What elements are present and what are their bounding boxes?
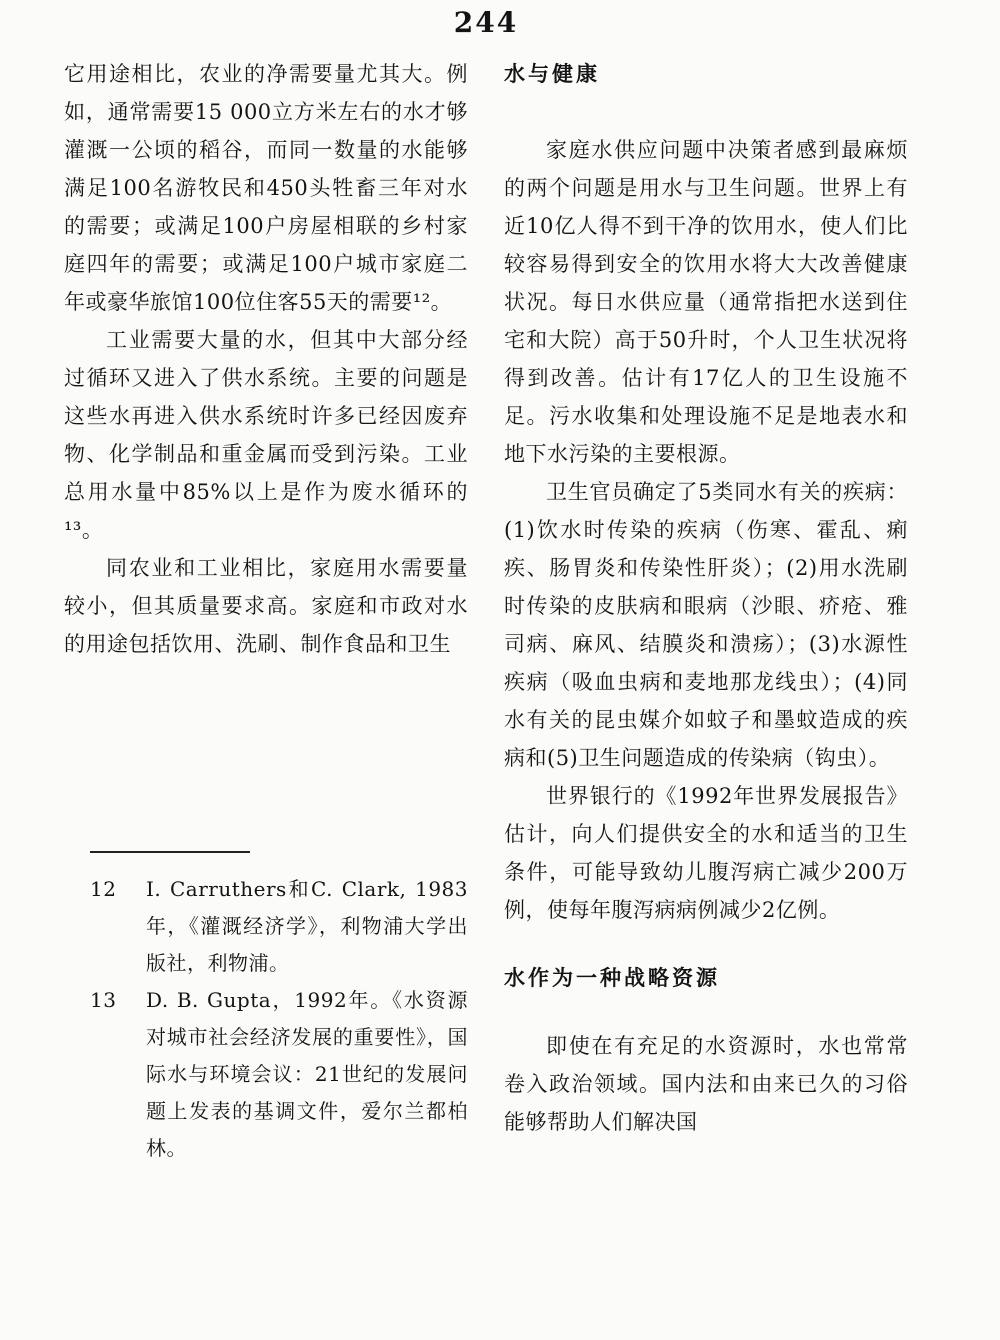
footnote-text: D. B. Gupta，1992年。《水资源对城市社会经济发展的重要性》，国际水与环境会议：21世纪的发展问题上发表的基调文件，爱尔兰都柏林。 [146, 988, 468, 1160]
left-column [64, 55, 468, 1167]
section-heading: 水作为一种战略资源 [504, 965, 720, 990]
paragraph: 卫生官员确定了5类同水有关的疾病：(1)饮水时传染的疾病（伤寒、霍乱、痢疾、肠胃炎和传染性肝炎）；(2)用水洗刷时传染的皮肤病和眼病（沙眼、疥疮、雅司病、麻风、结膜炎和溃疡）；(3)水源性疾病（吸血虫病和麦地那龙线虫）；(4)同水有关的昆虫媒介如蚊子和墨蚊造成的疾病和(5)卫生问题造成的传染病（钩虫）。 [504, 480, 908, 770]
paragraph: 世界银行的《1992年世界发展报告》估计，向人们提供安全的水和适当的卫生条件，可能导致幼儿腹泻病亡减少200万例，使每年腹泻病病例减少2亿例。 [504, 784, 908, 922]
paragraph: 同农业和工业相比，家庭用水需要量较小，但其质量要求高。家庭和市政对水的用途包括饮用、洗刷、制作食品和卫生 [64, 556, 468, 656]
footnote [90, 982, 468, 1167]
paragraph: 家庭水供应问题中决策者感到最麻烦的两个问题是用水与卫生问题。世界上有近10亿人得不到干净的饮用水，使人们比较容易得到安全的饮用水将大大改善健康状况。每日水供应量（通常指把水送到住宅和大院）高于50升时，个人卫生状况将得到改善。估计有17亿人的卫生设施不足。污水收集和处理设施不足是地表水和地下水污染的主要根源。 [504, 138, 908, 466]
right-column [504, 55, 908, 1141]
paragraph: 它用途相比，农业的净需要量尤其大。例如，通常需要15 000立方米左右的水才够灌溉一公顷的稻谷，而同一数量的水能够满足100名游牧民和450头牲畜三年对水的需要；或满足100户房屋相联的乡村家庭四年的需要；或满足100户城市家庭二年或豪华旅馆100位住客55天的需要¹²。 [64, 62, 468, 314]
footnote-divider [90, 851, 250, 853]
paragraph: 工业需要大量的水，但其中大部分经过循环又进入了供水系统。主要的问题是这些水再进入供水系统时许多已经因废弃物、化学制品和重金属而受到污染。工业总用水量中85%以上是作为废水循环的¹³。 [64, 328, 468, 542]
footnote-text: I. Carruthers和C. Clark, 1983年，《灌溉经济学》，利物浦大学出版社，利物浦。 [146, 877, 468, 975]
footnote-number: 13 [90, 988, 117, 1012]
footnote-area [64, 851, 468, 1167]
paragraph: 即使在有充足的水资源时，水也常常卷入政治领域。国内法和由来已久的习俗能够帮助人们解决国 [504, 1034, 908, 1134]
page-number: 244 [453, 6, 519, 39]
two-column-layout [64, 55, 908, 1167]
footnote [90, 871, 468, 982]
section-heading: 水与健康 [504, 61, 600, 86]
footnote-number: 12 [90, 877, 117, 901]
